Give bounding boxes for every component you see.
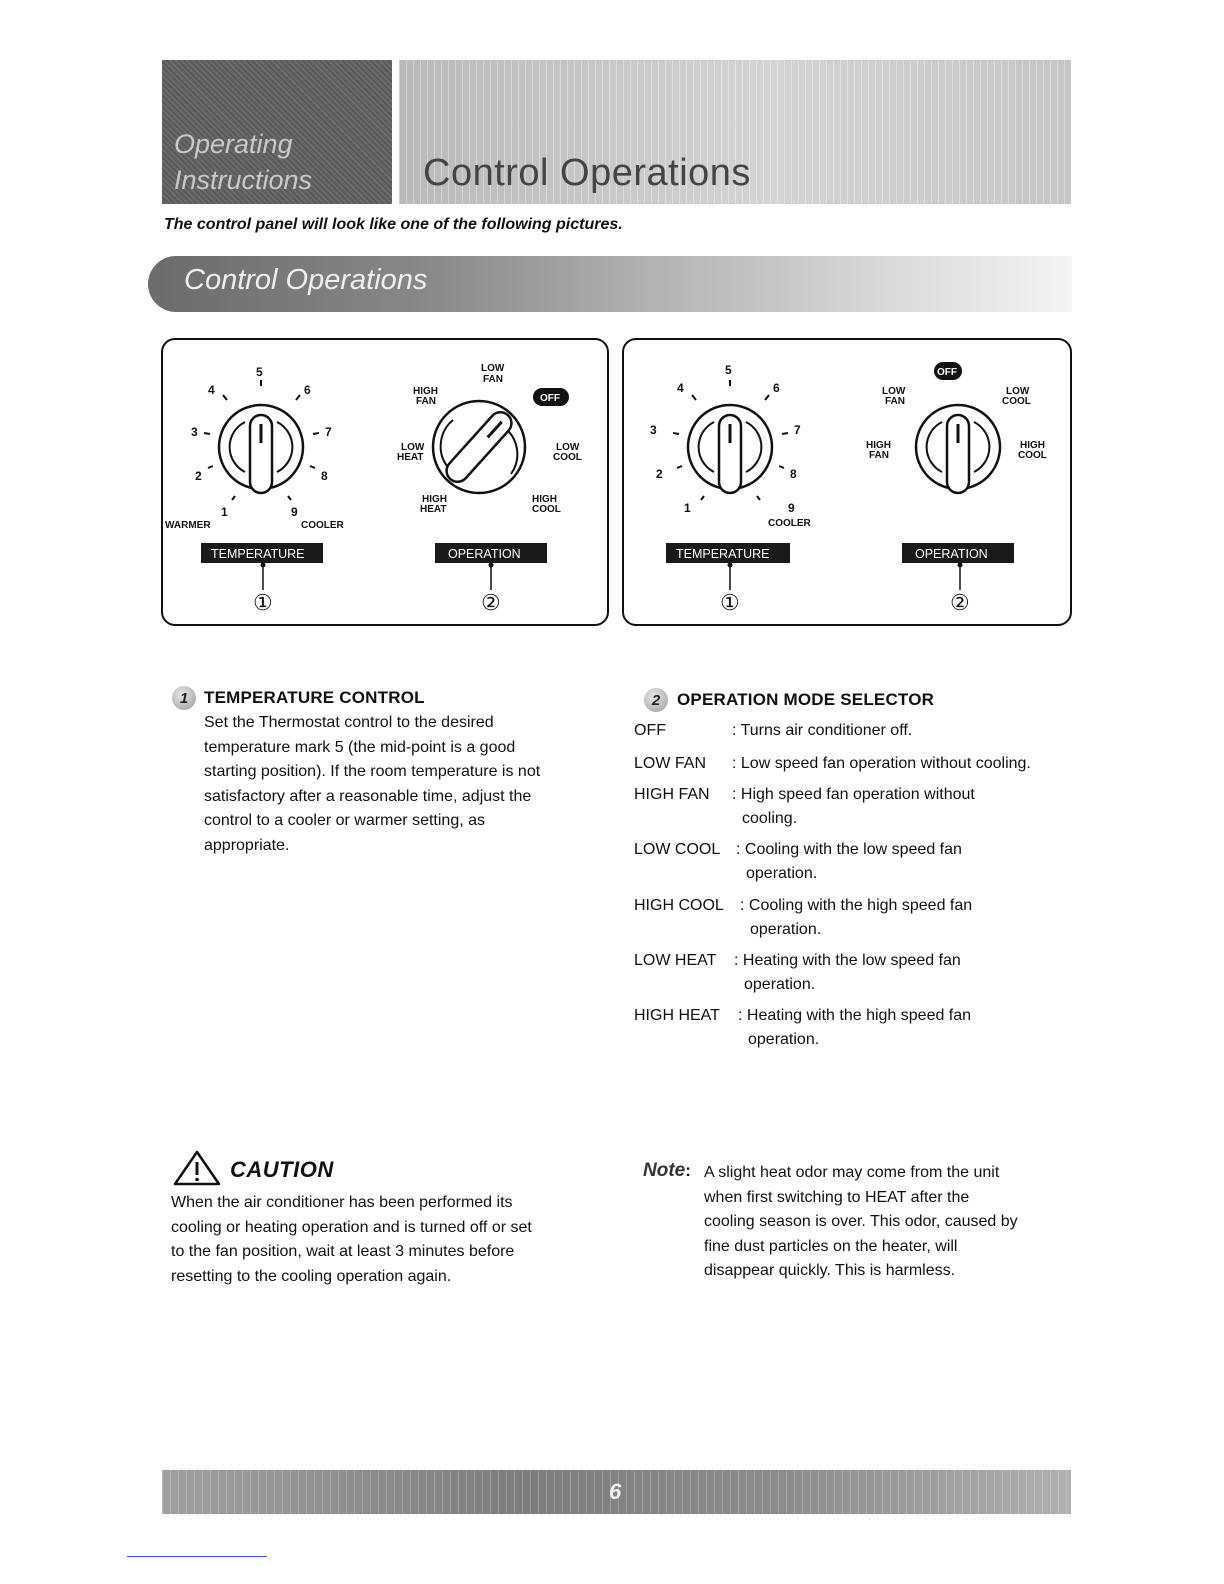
tick-mark bbox=[296, 395, 300, 400]
op-high-fan-label: FAN bbox=[869, 450, 889, 461]
text-line: cooling season is over. This odor, caused by bbox=[704, 1213, 1018, 1230]
mode-desc: : Cooling with the low speed fan bbox=[736, 841, 962, 858]
tick-label: 3 bbox=[650, 423, 657, 437]
text-line: when first switching to HEAT after the bbox=[704, 1188, 970, 1206]
tick-mark bbox=[782, 433, 788, 434]
tick-label: 8 bbox=[790, 467, 797, 481]
mode-key: LOW FAN bbox=[634, 755, 707, 772]
caution-text bbox=[171, 1191, 591, 1289]
text-line: cooling or heating operation and is turned off or set bbox=[171, 1218, 532, 1236]
mode-low-fan bbox=[634, 752, 1031, 777]
tick-mark bbox=[232, 496, 235, 500]
tick-label: 7 bbox=[325, 425, 332, 439]
tick-label: 8 bbox=[321, 469, 328, 483]
op-low-fan-label: LOW bbox=[481, 363, 505, 374]
tick-label: 1 bbox=[221, 505, 228, 519]
page-title: Control Operations bbox=[423, 152, 751, 194]
op-low-cool-label: COOL bbox=[1002, 396, 1031, 407]
op-off-label: OFF bbox=[937, 367, 957, 378]
cooler-label: COOLER bbox=[768, 518, 811, 529]
temperature-label: TEMPERATURE bbox=[211, 547, 305, 561]
tick-label: 2 bbox=[195, 469, 202, 483]
page-header bbox=[399, 60, 1071, 204]
control-panel-a bbox=[161, 338, 609, 626]
callout-2: ② bbox=[481, 590, 501, 615]
op-high-cool-label: HIGH bbox=[1020, 440, 1045, 451]
mode-desc: : High speed fan operation without bbox=[732, 786, 975, 803]
section-band bbox=[148, 256, 1072, 312]
mode-desc: : Low speed fan operation without cooling. bbox=[732, 755, 1031, 772]
mode-desc: : Heating with the high speed fan bbox=[738, 1007, 972, 1024]
op-high-fan-label: HIGH bbox=[866, 440, 891, 451]
callout-dot bbox=[958, 563, 963, 568]
cooler-label: COOLER bbox=[301, 520, 344, 531]
mode-high-heat bbox=[634, 1004, 972, 1048]
mode-desc: operation. bbox=[750, 921, 822, 938]
op-high-cool-label: COOL bbox=[532, 504, 561, 515]
text-line: A slight heat odor may come from the unit bbox=[704, 1164, 1000, 1181]
text-line: temperature mark 5 (the mid-point is a good bbox=[204, 738, 516, 756]
op-low-fan-label: FAN bbox=[885, 396, 905, 407]
op-high-heat-label: HEAT bbox=[420, 504, 447, 515]
op-low-cool-label: LOW bbox=[556, 442, 580, 453]
section-label-line1: Operating bbox=[174, 129, 293, 159]
callout-1: ① bbox=[253, 590, 273, 615]
intro-text: The control panel will look like one of the following pictures. bbox=[164, 216, 623, 233]
op-off-label: OFF bbox=[540, 393, 560, 404]
tick-label: 6 bbox=[773, 381, 780, 395]
text-line: Set the Thermostat control to the desired bbox=[204, 714, 494, 731]
op-high-fan-label: HIGH bbox=[413, 386, 438, 397]
mode-desc: operation. bbox=[744, 976, 816, 993]
tick-label: 2 bbox=[656, 467, 663, 481]
section-number-2: 2 bbox=[644, 688, 668, 712]
tick-label: 9 bbox=[788, 501, 795, 515]
mode-off bbox=[634, 719, 913, 744]
tick-mark bbox=[223, 395, 227, 400]
mode-key: HIGH FAN bbox=[634, 786, 710, 803]
tick-label: 4 bbox=[208, 383, 215, 397]
text-line: control to a cooler or warmer setting, as bbox=[204, 812, 486, 829]
tick-mark bbox=[779, 466, 784, 468]
footer-bar bbox=[162, 1470, 1071, 1514]
temperature-heading: TEMPERATURE CONTROL bbox=[204, 688, 425, 707]
tick-label: 1 bbox=[684, 501, 691, 515]
mode-desc: operation. bbox=[746, 865, 818, 882]
text-line: resetting to the cooling operation again. bbox=[171, 1267, 452, 1285]
warmer-label: WARMER bbox=[165, 520, 211, 531]
operation-label: OPERATION bbox=[448, 547, 521, 561]
divider bbox=[127, 1556, 267, 1557]
tick-mark bbox=[701, 496, 704, 500]
op-low-cool-label: COOL bbox=[553, 452, 582, 463]
text-line: satisfactory after a reasonable time, adjust the bbox=[204, 787, 532, 805]
tick-mark bbox=[677, 466, 682, 468]
mode-desc: : Heating with the low speed fan bbox=[734, 952, 961, 969]
callout-dot bbox=[489, 563, 494, 568]
control-panel-b bbox=[622, 338, 1072, 626]
tick-label: 9 bbox=[291, 505, 298, 519]
mode-key: HIGH COOL bbox=[634, 897, 724, 914]
op-low-fan-label: LOW bbox=[882, 386, 906, 397]
op-high-cool-label: COOL bbox=[1018, 450, 1047, 461]
op-low-heat-label: HEAT bbox=[397, 452, 424, 463]
mode-desc: operation. bbox=[748, 1031, 820, 1048]
callout-1: ① bbox=[720, 590, 740, 615]
tick-mark bbox=[204, 433, 210, 434]
warning-icon bbox=[172, 1149, 222, 1187]
section-band-title: Control Operations bbox=[184, 264, 428, 296]
tick-label: 3 bbox=[191, 425, 198, 439]
op-high-fan-label: FAN bbox=[416, 396, 436, 407]
mode-desc: cooling. bbox=[742, 810, 798, 827]
op-low-heat-label: LOW bbox=[401, 442, 425, 453]
tick-mark bbox=[673, 433, 679, 434]
op-high-heat-label: HIGH bbox=[422, 494, 447, 505]
callout-dot bbox=[261, 563, 266, 568]
op-high-cool-label: HIGH bbox=[532, 494, 557, 505]
mode-key: LOW COOL bbox=[634, 841, 721, 858]
operation-heading: OPERATION MODE SELECTOR bbox=[677, 690, 935, 709]
mode-key: OFF bbox=[634, 722, 666, 739]
mode-high-fan bbox=[634, 783, 975, 827]
caution-title: CAUTION bbox=[230, 1157, 334, 1182]
mode-desc: : Cooling with the high speed fan bbox=[740, 897, 973, 914]
note-colon: : bbox=[685, 1161, 691, 1180]
tick-label: 4 bbox=[677, 381, 684, 395]
op-low-cool-label: LOW bbox=[1006, 386, 1030, 397]
mode-desc: : Turns air conditioner off. bbox=[732, 722, 913, 739]
mode-high-cool bbox=[634, 894, 973, 938]
tick-mark bbox=[765, 395, 769, 400]
callout-dot bbox=[728, 563, 733, 568]
text-line: starting position). If the room temperature is not bbox=[204, 763, 541, 780]
section-label-line2: Instructions bbox=[174, 165, 313, 195]
op-low-fan-label: FAN bbox=[483, 374, 503, 385]
tick-label: 5 bbox=[256, 365, 263, 379]
text-line: to the fan position, wait at least 3 minutes before bbox=[171, 1243, 515, 1260]
note-heading bbox=[643, 1160, 691, 1182]
tick-mark bbox=[757, 496, 760, 500]
text-line: appropriate. bbox=[204, 836, 290, 854]
temperature-label: TEMPERATURE bbox=[676, 547, 770, 561]
tick-label: 5 bbox=[725, 363, 732, 377]
tick-mark bbox=[692, 395, 696, 400]
note-text bbox=[704, 1161, 1074, 1284]
mode-low-heat bbox=[634, 949, 961, 993]
page-number: 6 bbox=[609, 1479, 622, 1504]
text-line: When the air conditioner has been performed its bbox=[171, 1194, 513, 1211]
operation-label: OPERATION bbox=[915, 547, 988, 561]
text-line: fine dust particles on the heater, will bbox=[704, 1237, 958, 1255]
section-number-1: 1 bbox=[172, 686, 196, 710]
section-tab bbox=[162, 60, 392, 204]
note-title: Note bbox=[643, 1160, 686, 1181]
tick-mark bbox=[208, 466, 213, 468]
mode-key: HIGH HEAT bbox=[634, 1007, 720, 1024]
tick-label: 7 bbox=[794, 423, 801, 437]
mode-low-cool bbox=[634, 838, 962, 882]
tick-mark bbox=[310, 466, 315, 468]
tick-mark bbox=[313, 433, 319, 434]
tick-mark bbox=[288, 496, 291, 500]
text-line: disappear quickly. This is harmless. bbox=[704, 1262, 956, 1279]
control-panel-b-diagram bbox=[624, 340, 1070, 624]
control-panel-a-diagram bbox=[163, 340, 607, 624]
mode-key: LOW HEAT bbox=[634, 952, 717, 969]
tick-label: 6 bbox=[304, 383, 311, 397]
temperature-description bbox=[204, 711, 584, 858]
callout-2: ② bbox=[950, 590, 970, 615]
